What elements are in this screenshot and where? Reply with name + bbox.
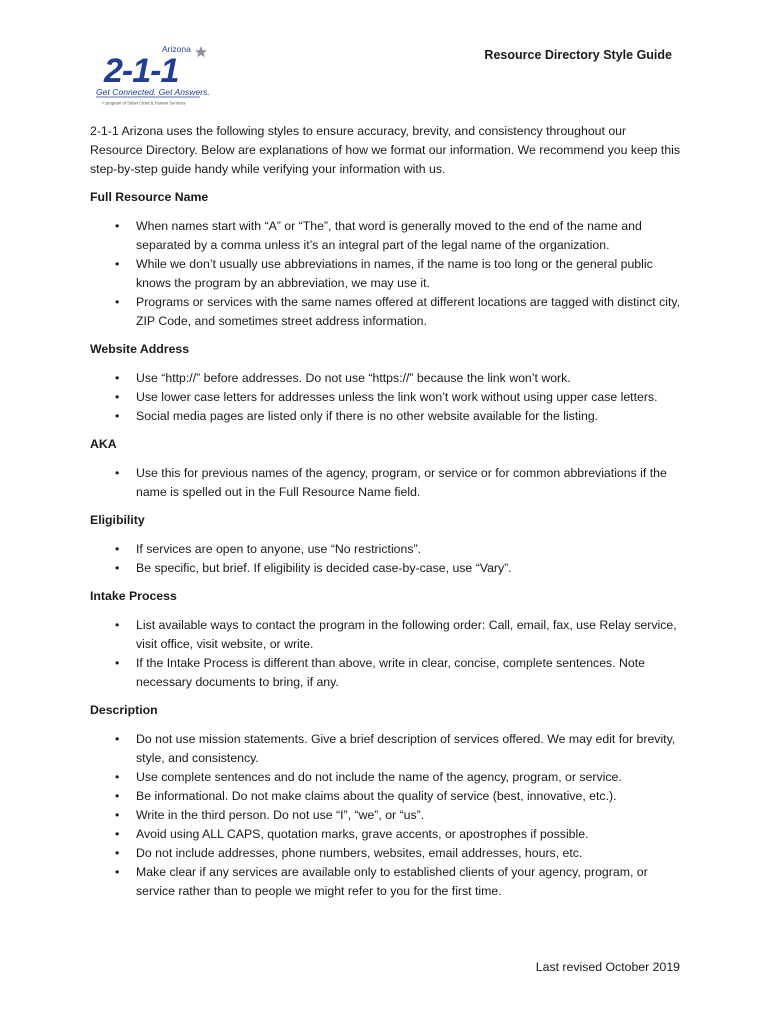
bullet-list [90,369,682,426]
list-item: • Write in the third person. Do not use “I”, “we”, or “us”. [90,806,682,825]
list-item: • Use complete sentences and do not include the name of the agency, program, or service. [90,768,682,787]
bullet: • [115,846,120,860]
list-item: • List available ways to contact the program in the following order: Call, email, fax, use Relay service, visit office, visit website, or write. [115,618,677,651]
bullet: • [115,409,120,423]
last-revised-footer: Last revised October 2019 [535,960,680,974]
section-heading: Intake Process [90,589,177,603]
list-item: • Social media pages are listed only if there is no other website available for the listing. [90,407,682,426]
list-item: • Use “http://” before addresses. Do not use “https://” because the link won’t work. [90,369,682,388]
list-item: • Use lower case letters for addresses unless the link won’t work without using upper case letters. [90,388,682,407]
bullet: • [115,770,120,784]
bullet: • [115,542,120,556]
bullet: • [115,732,120,746]
section-heading: Eligibility [90,513,145,527]
section-intake-process [90,587,682,692]
bullet: • [115,808,120,822]
section-aka [90,435,682,502]
document-title: Resource Directory Style Guide [484,48,672,62]
bullet: • [115,257,120,271]
bullet-list [90,730,682,901]
list-item: • Be specific, but brief. If eligibility is decided case-by-case, use “Vary”. [90,559,682,578]
list-item: • Do not use mission statements. Give a brief description of services offered. We may edit for brevity, style, and consistency. [115,732,676,765]
intro-paragraph: 2-1-1 Arizona uses the following styles to ensure accuracy, brevity, and consistency throughout our Resource Directory. Below are explanations of how we format our information. We recommend you keep this step-by-step guide handy while verifying your information with us. [90,124,681,176]
bullet: • [115,618,120,632]
list-item: • While we don’t usually use abbreviations in names, if the name is too long or the general public knows the program by an abbreviation, we may use it. [115,257,653,290]
list-item: • If services are open to anyone, use “No restrictions”. [90,540,682,559]
bullet: • [115,789,120,803]
section-eligibility [90,511,682,578]
bullet-list [90,616,682,692]
bullet: • [115,295,120,309]
list-item: • Do not include addresses, phone numbers, websites, email addresses, hours, etc. [90,844,682,863]
section-heading: Website Address [90,342,190,356]
star-icon [195,46,207,57]
bullet: • [115,371,120,385]
logo-state-label: Arizona [162,44,191,54]
list-item: • Be informational. Do not make claims about the quality of service (best, innovative, etc.). [90,787,682,806]
bullet-list [90,464,682,502]
list-item: • If the Intake Process is different than above, write in clear, concise, complete sentences. Note necessary documents to bring, if any. [115,656,645,689]
bullet: • [115,865,120,879]
list-item: • Make clear if any services are available only to established clients of your agency, program, or service rather than to people we might refer to you for the first time. [115,865,648,898]
section-full-resource-name [90,188,682,331]
section-heading: AKA [90,437,117,451]
document-body [90,122,682,910]
logo-211-arizona [94,42,214,108]
bullet: • [115,219,120,233]
list-item: • When names start with “A” or “The”, that word is generally moved to the end of the name and separated by a comma unless it’s an integral part of the legal name of the organization. [115,219,642,252]
logo-tagline: Get Connected. Get Answers. [96,87,210,97]
bullet: • [115,390,120,404]
section-website-address [90,340,682,426]
section-heading: Description [90,703,158,717]
bullet: • [115,466,120,480]
logo-subtagline: A program of Solari Crisis & Human Services [102,100,186,106]
list-item: • Use this for previous names of the agency, program, or service or for common abbreviations if the name is spelled out in the Full Resource Name field. [115,466,667,499]
bullet-list [90,217,682,331]
section-description [90,701,682,901]
bullet: • [115,656,120,670]
logo-number: 2-1-1 [104,52,179,90]
list-item: • Programs or services with the same names offered at different locations are tagged with distinct city, ZIP Code, and sometimes street address information. [115,295,681,328]
section-heading: Full Resource Name [90,190,209,204]
list-item: • Avoid using ALL CAPS, quotation marks, grave accents, or apostrophes if possible. [90,825,682,844]
bullet: • [115,561,120,575]
bullet-list [90,540,682,578]
bullet: • [115,827,120,841]
